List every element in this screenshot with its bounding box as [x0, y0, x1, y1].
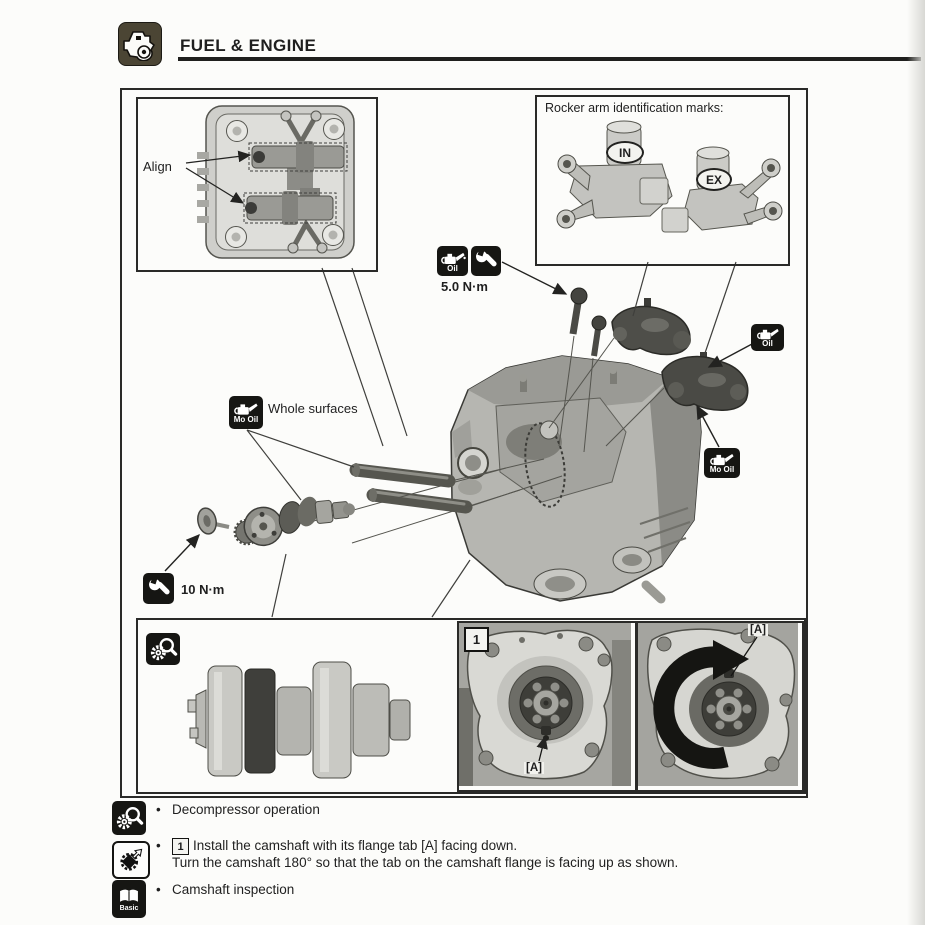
whole-surfaces-icon-label: Mo Oil	[233, 414, 259, 424]
flange-up-photo-art	[638, 623, 798, 786]
intake-mark-badge: IN	[606, 141, 644, 164]
engine-icon-glyph	[123, 27, 157, 61]
basic-badge: Basic	[119, 904, 139, 912]
note-decompressor: Decompressor operation	[172, 802, 320, 817]
mo-oil-icon-whole-surfaces	[229, 396, 263, 429]
oil-icon	[437, 246, 468, 276]
wrench-glyph	[473, 248, 499, 274]
oil-icon-label: Oil	[447, 263, 458, 273]
gear-magnifier-glyph	[114, 804, 144, 832]
oil-upper-label: Oil	[762, 338, 773, 348]
wrench-icon	[471, 246, 501, 276]
note-bullet: •	[156, 882, 161, 897]
wrench-glyph	[146, 576, 172, 602]
align-label: Align	[143, 159, 172, 174]
oil-icon-upper	[751, 324, 784, 351]
note-install-line2: Turn the camshaft 180° so that the tab on the camshaft flange is facing up as shown.	[172, 855, 679, 870]
procedure-icon	[112, 841, 150, 879]
note-bullet: •	[156, 802, 161, 817]
whole-surfaces-label: Whole surfaces	[268, 401, 358, 416]
note-install-line1: Install the camshaft with its flange tab [A] facing down.	[193, 838, 518, 853]
flange-tab-up-label: [A]	[750, 624, 766, 636]
rocker-inset-title: Rocker arm identification marks:	[545, 101, 724, 115]
rocker-inset-art	[557, 121, 782, 232]
step-badge-photo: 1	[464, 627, 489, 652]
gear-magnifier-glyph	[148, 635, 178, 663]
engine-icon	[118, 22, 162, 66]
decompressor-disc-art	[195, 506, 229, 535]
inspection-icon-panel	[146, 633, 180, 665]
note-step-badge: 1	[172, 838, 189, 855]
bolt-torque-value: 5.0 N·m	[441, 279, 488, 294]
wrench-icon-cam	[143, 573, 174, 604]
title-underline	[178, 57, 921, 61]
basic-manual-icon	[112, 880, 146, 918]
page-title: FUEL & ENGINE	[180, 36, 317, 55]
align-inset-art	[186, 106, 354, 258]
cylinder-head-art	[451, 356, 701, 601]
exhaust-mark-badge: EX	[696, 168, 732, 191]
cam-turn-glyph	[116, 845, 146, 875]
camshaft-side-art	[188, 662, 410, 778]
note-bullet: •	[156, 838, 161, 853]
note-camshaft-inspection: Camshaft inspection	[172, 882, 295, 897]
mo-oil-label: Mo Oil	[709, 464, 735, 474]
cam-torque-value: 10 N·m	[181, 582, 225, 597]
mo-oil-icon	[704, 448, 740, 478]
open-book-glyph	[116, 886, 142, 906]
inspection-icon	[112, 801, 146, 835]
camshaft-art	[232, 489, 358, 548]
flange-tab-down-label: [A]	[526, 762, 542, 774]
